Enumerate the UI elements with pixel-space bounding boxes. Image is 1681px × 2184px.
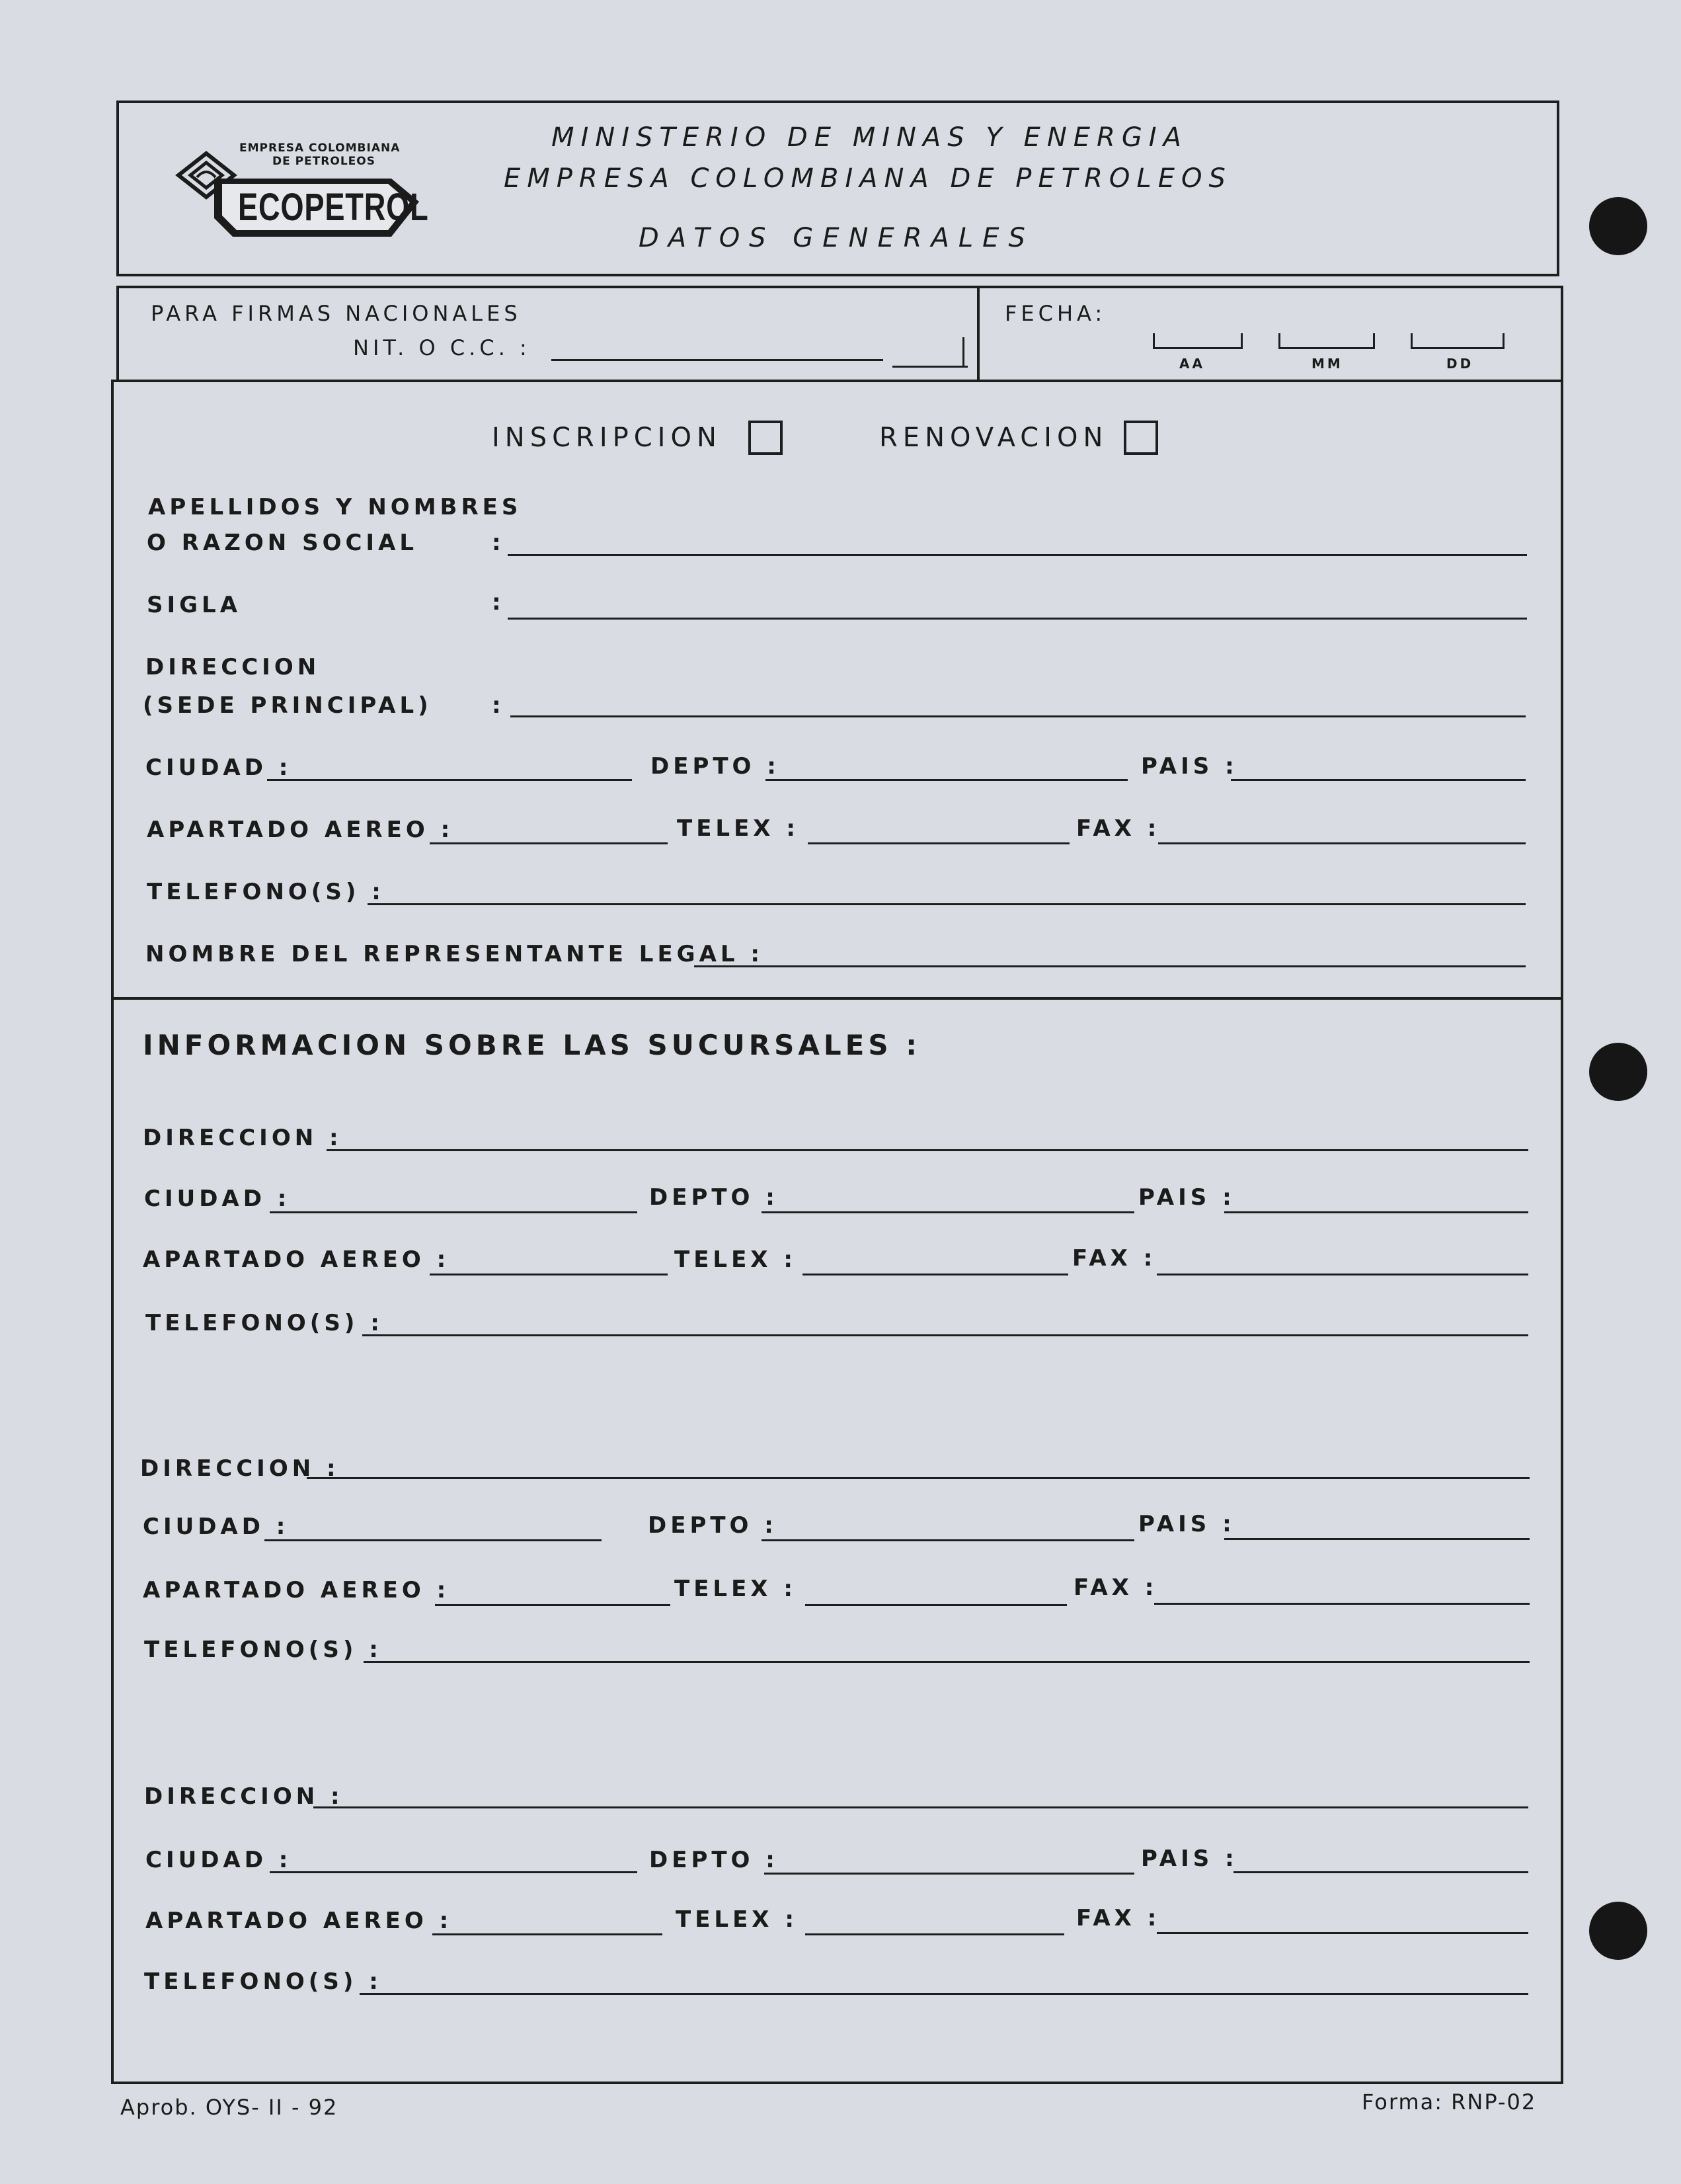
branch2-fax-field[interactable] bbox=[1154, 1584, 1530, 1605]
country-field[interactable] bbox=[1231, 760, 1526, 781]
phone-label: TELEFONO(S) : bbox=[147, 879, 385, 905]
department-label: DEPTO : bbox=[650, 753, 780, 780]
inscripcion-checkbox[interactable] bbox=[748, 421, 783, 455]
telex-label: TELEX : bbox=[677, 815, 799, 842]
form-code: Forma: RNP-02 bbox=[1362, 2089, 1537, 2115]
telex-field[interactable] bbox=[808, 824, 1070, 844]
names-label-line1: APELLIDOS Y NOMBRES bbox=[148, 494, 522, 520]
date-month-label: MM bbox=[1311, 356, 1343, 372]
branch1-address-label: DIRECCION : bbox=[143, 1125, 342, 1151]
branch2-country-field[interactable] bbox=[1224, 1519, 1530, 1540]
sigla-label: SIGLA bbox=[147, 592, 242, 618]
po-box-label: APARTADO AEREO : bbox=[147, 817, 454, 843]
branch3-telex-label: TELEX : bbox=[676, 1906, 798, 1933]
branch1-phone-field[interactable] bbox=[362, 1316, 1528, 1336]
branch1-phone-label: TELEFONO(S) : bbox=[145, 1310, 383, 1336]
branch1-fax-field[interactable] bbox=[1157, 1255, 1528, 1275]
inscripcion-label: INSCRIPCION bbox=[492, 423, 722, 453]
branch2-po-box-field[interactable] bbox=[435, 1586, 670, 1606]
logo-line1: EMPRESA COLOMBIANA bbox=[239, 142, 401, 155]
branch3-address-field[interactable] bbox=[313, 1788, 1528, 1808]
legal-rep-field[interactable] bbox=[694, 947, 1526, 967]
branch1-po-box-label: APARTADO AEREO : bbox=[143, 1246, 450, 1273]
address-label-line1: DIRECCION bbox=[145, 654, 321, 680]
branch3-country-field[interactable] bbox=[1233, 1853, 1528, 1873]
branch2-address-field[interactable] bbox=[307, 1459, 1530, 1479]
branch3-city-field[interactable] bbox=[270, 1853, 637, 1873]
firm-row-divider bbox=[977, 286, 980, 382]
branch2-country-label: PAIS : bbox=[1138, 1511, 1235, 1537]
names-label-line2: O RAZON SOCIAL bbox=[147, 530, 418, 556]
branch3-po-box-field[interactable] bbox=[432, 1915, 662, 1935]
fax-field[interactable] bbox=[1158, 824, 1526, 844]
approval-code: Aprob. OYS- II - 92 bbox=[120, 2095, 338, 2120]
branch2-city-label: CIUDAD : bbox=[143, 1514, 290, 1540]
binder-hole-bottom bbox=[1589, 1902, 1647, 1960]
branch1-fax-label: FAX : bbox=[1072, 1245, 1157, 1272]
main-form-box bbox=[111, 380, 1563, 2084]
logo-line2: DE PETROLEOS bbox=[272, 155, 375, 168]
renovacion-checkbox[interactable] bbox=[1124, 421, 1158, 455]
branch1-telex-field[interactable] bbox=[802, 1255, 1068, 1275]
branch1-city-label: CIUDAD : bbox=[144, 1186, 291, 1212]
binder-hole-top bbox=[1589, 197, 1647, 255]
names-field[interactable] bbox=[508, 536, 1527, 556]
branch2-po-box-label: APARTADO AEREO : bbox=[143, 1577, 450, 1603]
branch2-department-label: DEPTO : bbox=[648, 1512, 777, 1539]
nit-check-digit-field[interactable] bbox=[892, 347, 968, 368]
branch2-address-label: DIRECCION : bbox=[140, 1455, 340, 1482]
branch1-country-label: PAIS : bbox=[1138, 1184, 1235, 1211]
country-label: PAIS : bbox=[1141, 753, 1238, 780]
branch2-department-field[interactable] bbox=[762, 1521, 1134, 1541]
renovacion-label: RENOVACION bbox=[879, 423, 1109, 453]
branch2-city-field[interactable] bbox=[264, 1521, 602, 1541]
date-label: FECHA: bbox=[1005, 301, 1107, 326]
branch2-phone-label: TELEFONO(S) : bbox=[144, 1637, 382, 1663]
po-box-field[interactable] bbox=[430, 824, 668, 844]
phone-field[interactable] bbox=[368, 885, 1526, 905]
form-title: DATOS GENERALES bbox=[639, 223, 1035, 253]
national-firms-label: PARA FIRMAS NACIONALES bbox=[151, 301, 522, 326]
city-label: CIUDAD : bbox=[145, 754, 292, 781]
section-divider bbox=[111, 997, 1563, 1000]
nit-label: NIT. O C.C. : bbox=[353, 335, 531, 360]
branch3-phone-field[interactable] bbox=[360, 1974, 1528, 1995]
department-field[interactable] bbox=[765, 760, 1128, 781]
address-colon: : bbox=[492, 692, 505, 719]
address-label-line2: (SEDE PRINCIPAL) bbox=[143, 692, 432, 719]
branch1-department-label: DEPTO : bbox=[649, 1184, 779, 1211]
branch3-fax-field[interactable] bbox=[1157, 1914, 1528, 1934]
date-year-label: AA bbox=[1179, 356, 1205, 372]
branch3-phone-label: TELEFONO(S) : bbox=[144, 1968, 382, 1995]
branch2-phone-field[interactable] bbox=[364, 1642, 1530, 1663]
branch2-fax-label: FAX : bbox=[1074, 1574, 1158, 1601]
branch3-po-box-label: APARTADO AEREO : bbox=[145, 1908, 453, 1934]
binder-hole-middle bbox=[1589, 1043, 1647, 1101]
branch1-department-field[interactable] bbox=[762, 1193, 1134, 1213]
ministry-title: MINISTERIO DE MINAS Y ENERGIA bbox=[551, 122, 1188, 153]
date-day-label: DD bbox=[1446, 356, 1474, 372]
branch1-telex-label: TELEX : bbox=[674, 1246, 797, 1273]
date-month-field[interactable] bbox=[1278, 333, 1375, 349]
branch3-department-field[interactable] bbox=[764, 1854, 1134, 1875]
branch3-country-label: PAIS : bbox=[1141, 1845, 1238, 1872]
branch1-po-box-field[interactable] bbox=[430, 1255, 668, 1275]
branch1-city-field[interactable] bbox=[270, 1193, 637, 1213]
branch3-city-label: CIUDAD : bbox=[145, 1847, 292, 1873]
ecopetrol-logo bbox=[173, 139, 429, 238]
branch1-country-field[interactable] bbox=[1224, 1193, 1528, 1213]
fax-label: FAX : bbox=[1076, 815, 1161, 842]
date-day-field[interactable] bbox=[1411, 333, 1505, 349]
branch3-department-label: DEPTO : bbox=[649, 1847, 779, 1873]
branch2-telex-label: TELEX : bbox=[674, 1576, 797, 1602]
branch1-address-field[interactable] bbox=[327, 1131, 1528, 1151]
sigla-colon: : bbox=[492, 589, 505, 616]
sigla-field[interactable] bbox=[508, 599, 1527, 620]
branches-heading: INFORMACION SOBRE LAS SUCURSALES : bbox=[143, 1029, 921, 1061]
nit-check-digit-tick bbox=[962, 337, 964, 366]
branch3-address-label: DIRECCION : bbox=[144, 1783, 344, 1810]
logo-name: ECOPETROL bbox=[238, 186, 429, 229]
address-field[interactable] bbox=[510, 697, 1526, 717]
nit-field[interactable] bbox=[551, 341, 883, 361]
legal-rep-label: NOMBRE DEL REPRESENTANTE LEGAL : bbox=[145, 941, 763, 967]
company-title: EMPRESA COLOMBIANA DE PETROLEOS bbox=[504, 163, 1232, 194]
branch3-fax-label: FAX : bbox=[1076, 1905, 1161, 1931]
names-colon: : bbox=[492, 530, 505, 556]
branch2-telex-field[interactable] bbox=[805, 1586, 1067, 1606]
date-year-field[interactable] bbox=[1153, 333, 1243, 349]
city-field[interactable] bbox=[267, 760, 632, 781]
branch3-telex-field[interactable] bbox=[805, 1915, 1064, 1935]
